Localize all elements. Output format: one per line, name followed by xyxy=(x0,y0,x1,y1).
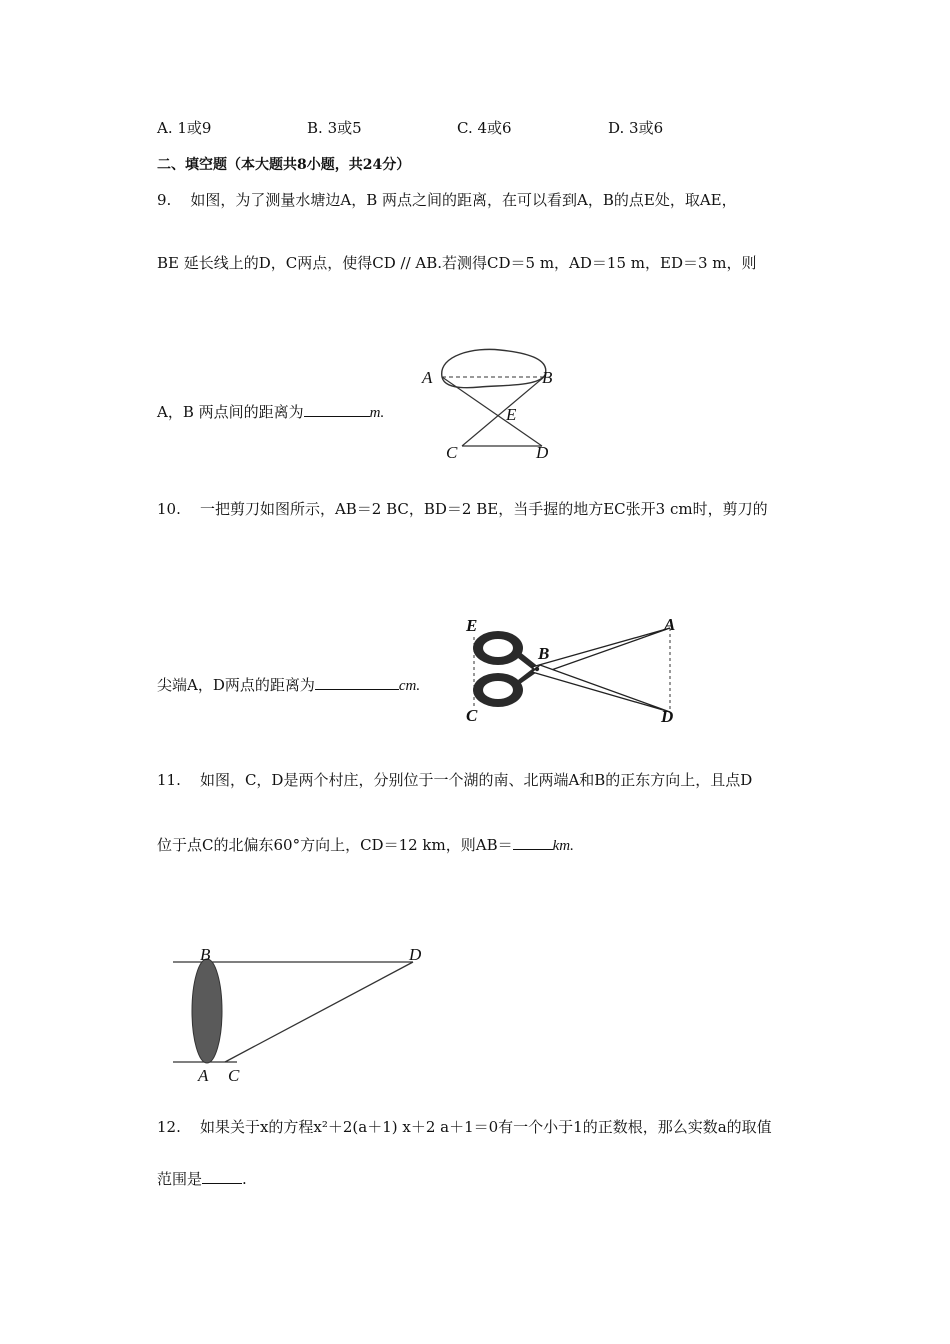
option-c: C. 4或6 xyxy=(457,119,512,137)
q12-line2: 范围是 . xyxy=(157,1167,247,1189)
q9-line1: 9. 如图，为了测量水塘边A，B 两点之间的距离，在可以看到A，B的点E处，取AE， xyxy=(157,191,737,209)
q10-number: 10. xyxy=(157,500,181,518)
upper-handle-hole xyxy=(483,639,513,657)
q11-line1: 11. 如图，C，D是两个村庄，分别位于一个湖的南、北两端A和B的正东方向上，且点D xyxy=(157,771,753,789)
q10-line1: 10. 一把剪刀如图所示，AB＝2 BC，BD＝2 BE，当手握的地方EC张开3 cm时，剪刀的 xyxy=(157,500,768,518)
q11-answer-blank[interactable] xyxy=(513,833,553,850)
label-e: E xyxy=(506,405,517,424)
q9-pond-figure xyxy=(420,345,560,465)
q12-answer-blank[interactable] xyxy=(202,1167,242,1184)
label-c: C xyxy=(228,1066,240,1085)
q12-number: 12. xyxy=(157,1118,181,1136)
q11-lake-figure xyxy=(165,938,440,1088)
pivot-b xyxy=(535,667,539,671)
label-a: A xyxy=(664,615,676,634)
pond-outline xyxy=(442,349,546,387)
label-d: D xyxy=(661,707,674,726)
line-ad xyxy=(442,377,542,446)
upper-blade xyxy=(532,628,670,674)
label-c: C xyxy=(446,443,458,462)
q10-answer-blank[interactable] xyxy=(315,673,399,690)
label-d: D xyxy=(536,443,549,462)
option-a: A. 1或9 xyxy=(157,119,212,137)
option-b: B. 3或5 xyxy=(307,119,362,137)
section-heading: 二、填空题（本大题共8小题，共24分） xyxy=(157,157,411,173)
label-b: B xyxy=(542,368,553,387)
label-a: A xyxy=(422,368,433,387)
q10-line2: 尖端A，D两点的距离为 cm. xyxy=(157,673,420,696)
q9-answer-blank[interactable] xyxy=(304,400,370,417)
label-e: E xyxy=(466,616,478,635)
label-a: A xyxy=(198,1066,209,1085)
lower-blade xyxy=(532,665,670,712)
q11-line2: 位于点C的北偏东60°方向上，CD＝12 km，则AB＝ km. xyxy=(157,833,574,856)
label-d: D xyxy=(409,945,422,964)
q12-line1: 12. 如果关于x的方程x²＋2(a＋1) x＋2 a＋1＝0有一个小于1的正数根，那么实数a的取值 xyxy=(157,1118,772,1136)
label-b: B xyxy=(538,644,550,663)
q9-line3: A，B 两点间的距离为 m. xyxy=(157,400,384,423)
label-c: C xyxy=(466,706,478,725)
option-d: D. 3或6 xyxy=(608,119,664,137)
q11-number: 11. xyxy=(157,771,181,789)
q10-scissors-figure xyxy=(460,612,690,732)
q9-number: 9. xyxy=(157,191,172,209)
line-cd xyxy=(225,962,413,1062)
label-b: B xyxy=(200,945,211,964)
lower-handle-hole xyxy=(483,681,513,699)
q9-line2: BE 延长线上的D，C两点，使得CD // AB.若测得CD＝5 m，AD＝15 m，ED＝3 m，则 xyxy=(157,254,757,272)
lake xyxy=(192,959,222,1063)
